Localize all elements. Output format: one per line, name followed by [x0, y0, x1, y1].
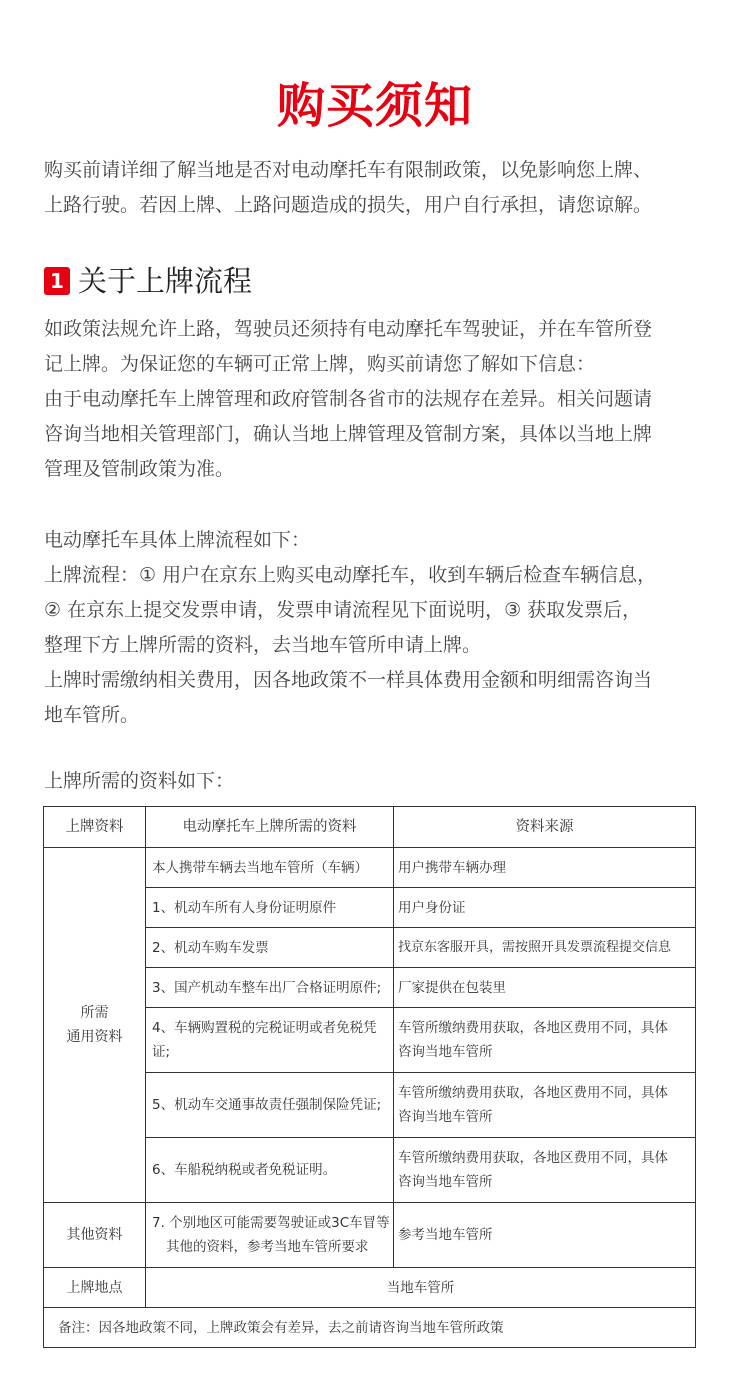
location-label: 上牌地点: [44, 1268, 146, 1308]
process-paragraph: [44, 523, 708, 733]
table-row: [44, 1203, 696, 1268]
policy-paragraph: [44, 312, 708, 487]
text-line: 管理及管制政策为准。: [44, 458, 235, 480]
table-note-row: [44, 1308, 696, 1348]
table-cell: 参考当地车管所: [394, 1203, 696, 1268]
other-materials-label: 其他资料: [44, 1203, 146, 1268]
table-row: [44, 848, 696, 888]
text-line: 记上牌。为保证您的车辆可正常上牌，购买前请您了解如下信息：: [44, 353, 596, 375]
table-cell: 用户携带车辆办理: [394, 848, 696, 888]
header-cell: 电动摩托车上牌所需的资料: [146, 807, 394, 848]
table-note: 备注：因各地政策不同，上牌政策会有差异，去之前请咨询当地车管所政策: [44, 1308, 696, 1348]
text-line: ② 在京东上提交发票申请，发票申请流程见下面说明，③ 获取发票后，: [44, 599, 642, 621]
table-header-row: [44, 807, 696, 848]
materials-table: [43, 806, 696, 1348]
table-cell: 1、机动车所有人身份证明原件: [146, 888, 394, 928]
intro-line: 购买前请详细了解当地是否对电动摩托车有限制政策，以免影响您上牌、: [44, 159, 653, 181]
text-line: 整理下方上牌所需的资料，去当地车管所申请上牌。: [44, 634, 482, 656]
table-row: [44, 1268, 696, 1308]
header-cell: 资料来源: [394, 807, 696, 848]
table-cell: 厂家提供在包装里: [394, 968, 696, 1008]
table-cell: 3、国产机动车整车出厂合格证明原件;: [146, 968, 394, 1008]
section-heading: [44, 262, 252, 300]
text-line: 上牌时需缴纳相关费用，因各地政策不一样具体费用金额和明细需咨询当: [44, 669, 653, 691]
intro-paragraph: [44, 153, 708, 223]
text-line: 上牌流程：① 用户在京东上购买电动摩托车，收到车辆后检查车辆信息，: [44, 564, 657, 586]
text-line: 由于电动摩托车上牌管理和政府管制各省市的法规存在差异。相关问题请: [44, 388, 653, 410]
location-value: 当地车管所: [146, 1268, 696, 1308]
general-materials-label: 所需 通用资料: [44, 848, 146, 1203]
text-line: 如政策法规允许上路，驾驶员还须持有电动摩托车驾驶证，并在车管所登: [44, 318, 653, 340]
materials-intro: 上牌所需的资料如下：: [44, 770, 235, 792]
table-cell: 车管所缴纳费用获取，各地区费用不同，具体 咨询当地车管所: [394, 1073, 696, 1138]
section-title: 关于上牌流程: [78, 264, 253, 298]
table-cell: 本人携带车辆去当地车管所（车辆）: [146, 848, 394, 888]
text-line: 咨询当地相关管理部门，确认当地上牌管理及管制方案，具体以当地上牌: [44, 423, 653, 445]
section-number-badge: 1: [44, 267, 70, 295]
header-cell: 上牌资料: [44, 807, 146, 848]
text-line: 地车管所。: [44, 704, 140, 726]
table-cell: 车管所缴纳费用获取，各地区费用不同，具体 咨询当地车管所: [394, 1008, 696, 1073]
text-line: 电动摩托车具体上牌流程如下：: [44, 529, 311, 551]
table-cell: 5、机动车交通事故责任强制保险凭证;: [146, 1073, 394, 1138]
table-cell: 车管所缴纳费用获取，各地区费用不同，具体 咨询当地车管所: [394, 1138, 696, 1203]
table-cell: 2、机动车购车发票: [146, 928, 394, 968]
table-cell: 4、车辆购置税的完税证明或者免税凭证;: [146, 1008, 394, 1073]
table-cell: 找京东客服开具，需按照开具发票流程提交信息: [394, 928, 696, 968]
table-cell: 6、车船税纳税或者免税证明。: [146, 1138, 394, 1203]
table-cell: 7. 个别地区可能需要驾驶证或3C车冒等 其他的资料，参考当地车管所要求: [146, 1203, 394, 1268]
intro-line: 上路行驶。若因上牌、上路问题造成的损失，用户自行承担，请您谅解。: [44, 194, 653, 216]
table-cell: 用户身份证: [394, 888, 696, 928]
page-title: 购买须知: [276, 78, 473, 134]
